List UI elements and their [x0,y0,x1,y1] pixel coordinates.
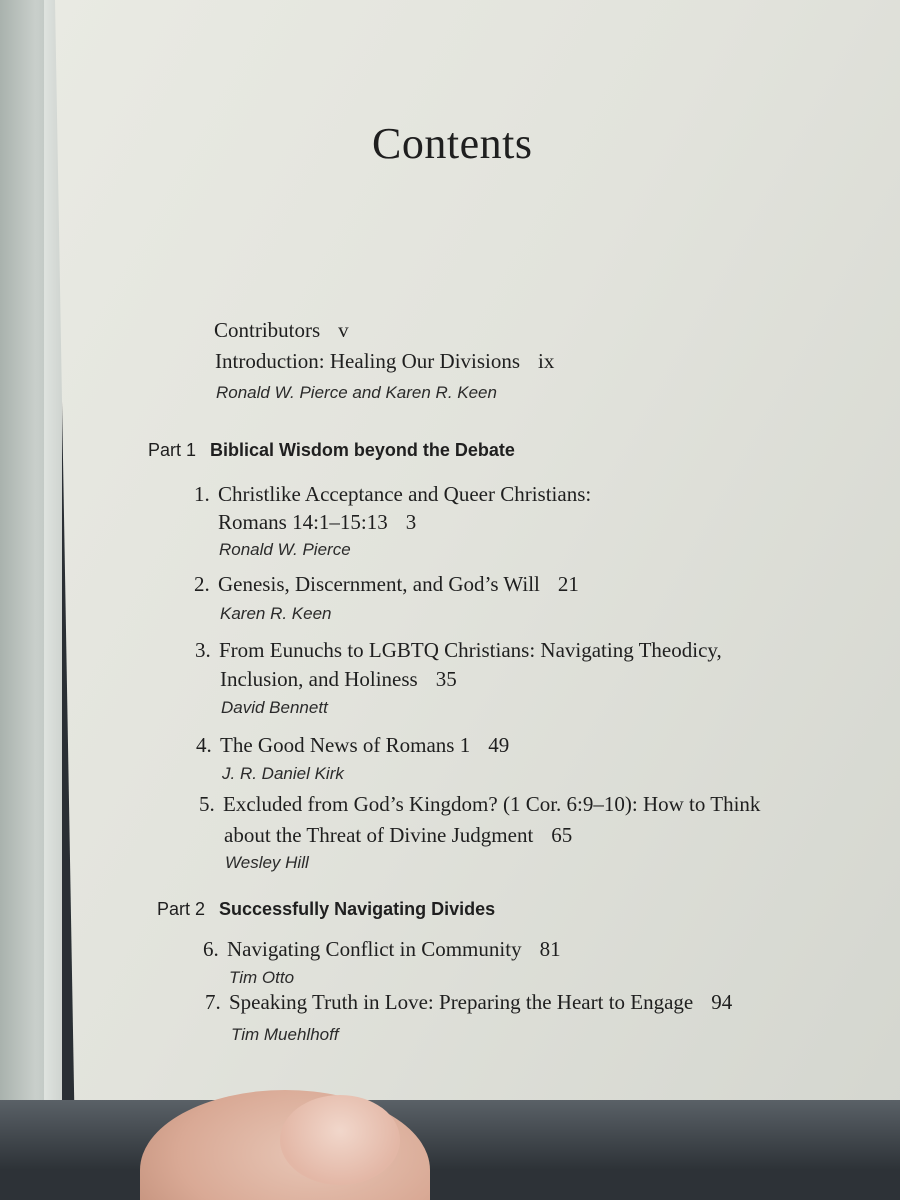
page-title: Contents [372,119,533,168]
chapter-7 [205,990,732,1015]
chapter-title: The Good News of Romans 1 [220,733,471,757]
toc-entry-introduction [215,349,554,374]
chapter-title: From Eunuchs to LGBTQ Christians: Navigating Theodicy, [219,638,722,662]
chapter-author: Tim Otto [229,968,295,987]
chapter-title: Speaking Truth in Love: Preparing the Heart to Engage [229,990,694,1014]
part-label: Part 2 [157,899,206,919]
chapter-page: 94 [711,990,733,1014]
chapter-page: 21 [557,572,579,596]
chapter-page: 35 [435,667,457,691]
chapter-author: Ronald W. Pierce [219,540,351,559]
part-label: Part 1 [148,440,197,460]
part-title: Successfully Navigating Divides [219,899,496,919]
chapter-title: about the Threat of Divine Judgment [224,823,534,847]
chapter-6 [203,937,561,962]
chapter-title: Christlike Acceptance and Queer Christians: [218,482,592,506]
part-title: Biblical Wisdom beyond the Debate [210,440,515,460]
chapter-author: Wesley Hill [225,853,309,872]
chapter-number: 6. [203,937,219,961]
chapter-author: J. R. Daniel Kirk [222,764,344,783]
chapter-title: Excluded from God’s Kingdom? (1 Cor. 6:9–10): How to Think [223,792,761,816]
entry-author: Ronald W. Pierce and Karen R. Keen [216,383,497,402]
chapter-5-line-1 [199,792,760,817]
chapter-title: Genesis, Discernment, and God’s Will [218,572,540,596]
entry-page: v [338,318,349,342]
chapter-page: 65 [551,823,573,847]
entry-title: Introduction: Healing Our Divisions [215,349,521,373]
chapter-1-line-2 [218,510,416,535]
entry-page: ix [538,349,555,373]
thumb-tip [280,1095,400,1185]
chapter-number: 1. [194,482,210,506]
entry-title: Contributors [214,318,321,342]
chapter-title: Romans 14:1–15:13 [218,510,388,534]
toc-entry-contributors [214,318,349,343]
book-page [55,0,900,1140]
chapter-number: 4. [196,733,212,757]
chapter-page: 3 [405,510,417,534]
chapter-number: 3. [195,638,211,662]
chapter-number: 2. [194,572,210,596]
chapter-number: 5. [199,792,215,816]
chapter-title: Navigating Conflict in Community [227,937,522,961]
chapter-page: 49 [488,733,510,757]
chapter-2 [194,572,579,597]
part-heading-2 [157,899,495,920]
chapter-page: 81 [539,937,561,961]
chapter-3-line-1 [195,638,722,663]
chapter-4 [196,733,509,758]
part-heading-1 [148,440,515,461]
chapter-author: David Bennett [221,698,328,717]
chapter-5-line-2 [224,823,572,848]
chapter-author: Karen R. Keen [220,604,332,623]
background-below-page [0,1100,900,1200]
chapter-1-line-1 [194,482,591,507]
chapter-3-line-2 [220,667,457,692]
chapter-number: 7. [205,990,221,1014]
chapter-author: Tim Muehlhoff [231,1025,339,1044]
chapter-title: Inclusion, and Holiness [220,667,418,691]
